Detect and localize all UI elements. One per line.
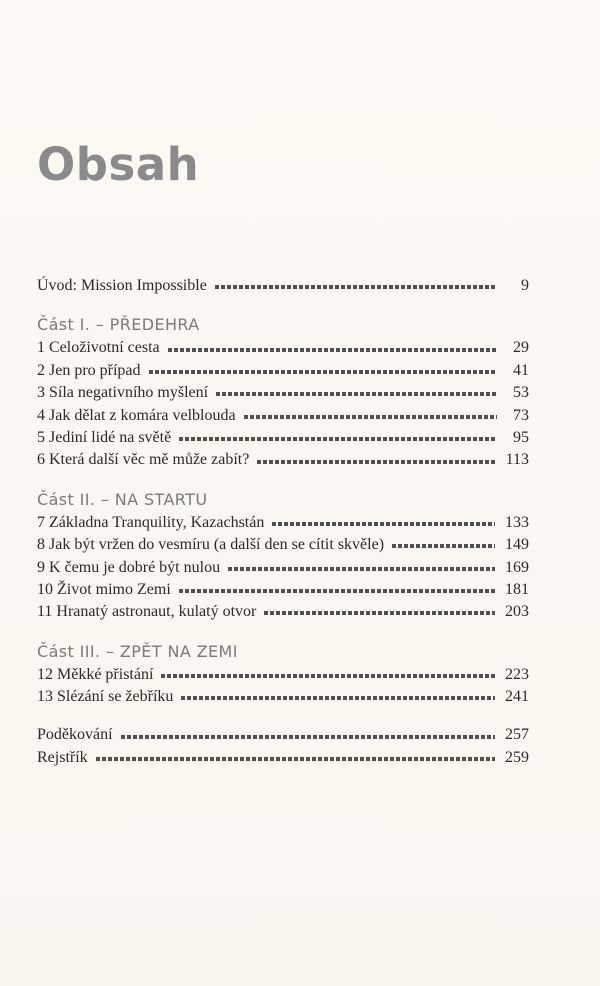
page-title: Obsah: [37, 138, 200, 191]
dot-leader: [228, 567, 495, 571]
entry-title: 12 Měkké přistání: [37, 665, 154, 683]
entry-page-number: 133: [505, 513, 529, 531]
entry-title: Rejstřík: [37, 748, 88, 766]
entry-title: 5 Jediní lidé na světě: [37, 428, 172, 446]
dot-leader: [149, 370, 497, 374]
entry-title: 1 Celoživotní cesta: [37, 339, 160, 357]
dot-leader: [181, 696, 495, 700]
dot-leader: [272, 522, 495, 526]
entry-title: Úvod: Mission Impossible: [37, 277, 207, 294]
toc-group: [37, 488, 529, 624]
entry-title: 3 Síla negativního myšlení: [37, 384, 209, 402]
entry-title: 8 Jak být vržen do vesmíru (a další den se cítit skvěle): [37, 536, 385, 554]
entry-page-number: 223: [505, 665, 529, 683]
entry-title: Poděkování: [37, 726, 113, 744]
entry-page-number: 241: [505, 688, 529, 706]
entry-title: 7 Základna Tranquility, Kazachstán: [37, 513, 265, 531]
toc-entry: [37, 337, 529, 359]
toc-entry: [37, 664, 529, 686]
toc-entry: [37, 579, 529, 601]
entry-page-number: 113: [505, 451, 529, 469]
dot-leader: [257, 460, 495, 464]
toc-group: [37, 724, 529, 769]
toc-entry: [37, 747, 529, 769]
table-of-contents: [37, 275, 529, 769]
dot-leader: [179, 589, 495, 593]
entry-title: 2 Jen pro případ: [37, 361, 141, 379]
entry-page-number: 203: [505, 603, 529, 621]
dot-leader: [96, 757, 495, 761]
toc-entry: [37, 360, 529, 382]
toc-group: [37, 313, 529, 471]
toc-entry: [37, 382, 529, 404]
toc-entry: [37, 427, 529, 449]
entry-page-number: 257: [505, 726, 529, 744]
dot-leader: [168, 348, 497, 352]
dot-leader: [216, 392, 497, 396]
section-heading: Část II. – NA STARTU: [37, 489, 208, 509]
toc-entry: [37, 686, 529, 708]
section-heading: Část III. – ZPĚT NA ZEMI: [37, 641, 238, 661]
entry-title: 6 Která další věc mě může zabít?: [37, 451, 250, 469]
toc-entry: [37, 557, 529, 579]
toc-entry: [37, 512, 529, 534]
toc-entry: [37, 601, 529, 623]
entry-page-number: 181: [505, 580, 529, 598]
entry-title: 11 Hranatý astronaut, kulatý otvor: [37, 603, 257, 621]
entry-title: 13 Slézání se žebříku: [37, 688, 174, 706]
entry-page-number: 149: [505, 536, 529, 554]
toc-entry: [37, 534, 529, 556]
dot-leader: [264, 611, 495, 615]
entry-title: 9 K čemu je dobré být nulou: [37, 558, 221, 576]
entry-title: 4 Jak dělat z komára velblouda: [37, 406, 236, 424]
toc-group: [37, 640, 529, 709]
entry-page-number: 169: [505, 558, 529, 576]
toc-entry: [37, 724, 529, 746]
toc-group: [37, 275, 529, 297]
entry-page-number: 73: [513, 406, 529, 424]
entry-page-number: 259: [505, 748, 529, 766]
dot-leader: [121, 735, 495, 739]
entry-page-number: 9: [521, 277, 529, 294]
dot-leader: [244, 415, 497, 419]
toc-entry: [37, 449, 529, 471]
section-heading: Část I. – PŘEDEHRA: [37, 315, 200, 335]
dot-leader: [215, 285, 497, 289]
toc-entry: [37, 275, 529, 297]
dot-leader: [179, 437, 497, 441]
dot-leader: [392, 544, 495, 548]
entry-page-number: 29: [513, 339, 529, 357]
toc-entry: [37, 405, 529, 427]
entry-page-number: 53: [513, 384, 529, 402]
entry-title: 10 Život mimo Zemi: [37, 580, 171, 598]
dot-leader: [161, 674, 495, 678]
entry-page-number: 41: [513, 361, 529, 379]
entry-page-number: 95: [513, 428, 529, 446]
